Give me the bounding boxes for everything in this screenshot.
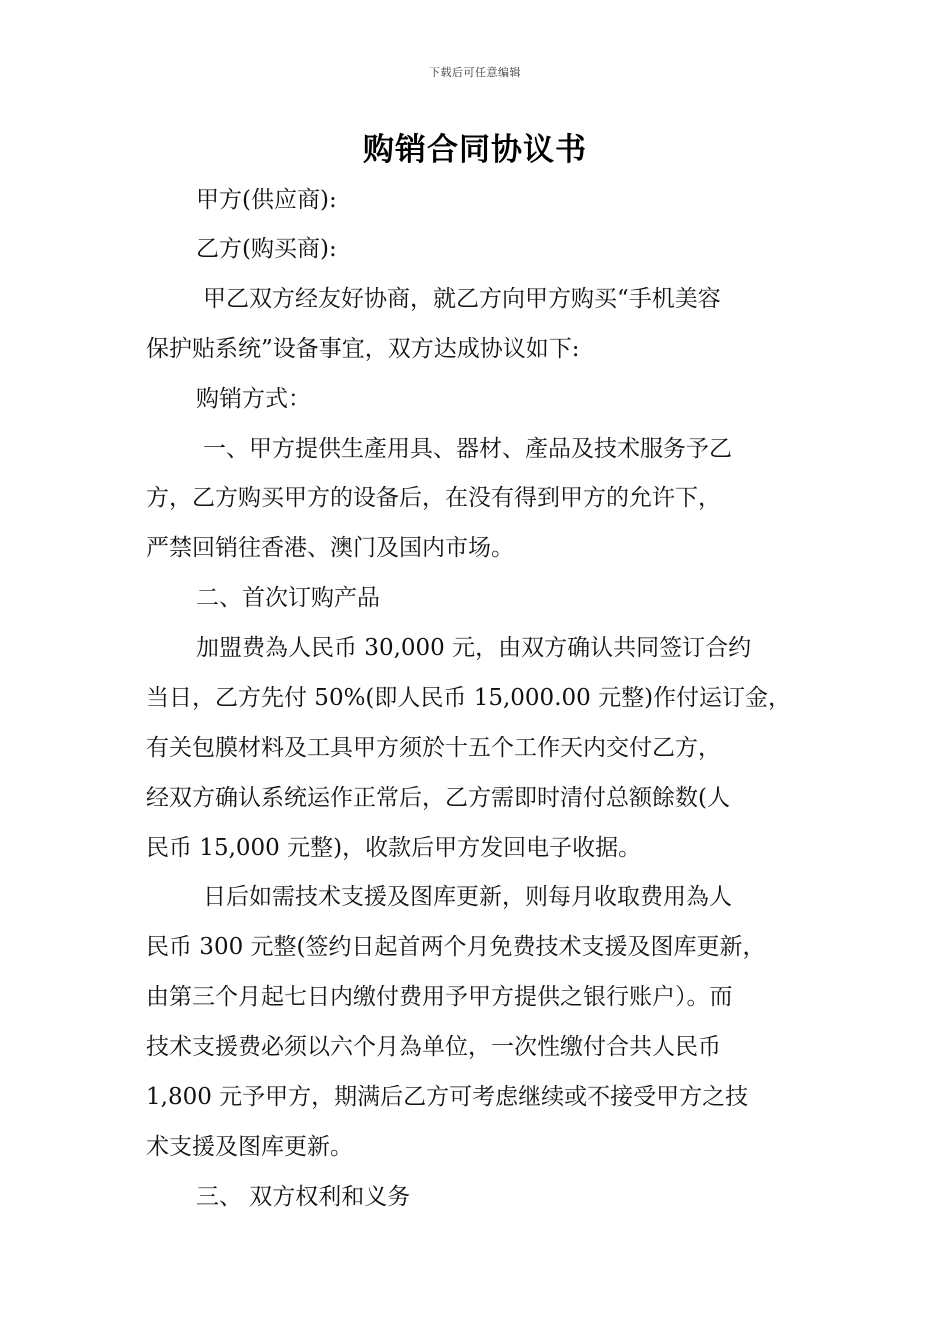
party-b-label: 乙方(购买商): <box>196 236 337 262</box>
section1-line: 一、甲方提供生產用具、器材、產品及技术服务予乙 <box>203 436 732 462</box>
header-note: 下载后可任意编辑 <box>429 66 521 79</box>
section2-para1-line: 民币 15,000 元整)，收款后甲方发回电子收据。 <box>146 835 642 861</box>
section2-para1-line: 经双方确认系统运作正常后，乙方需即时清付总额餘数(人 <box>146 785 730 811</box>
intro-line: 甲乙双方经友好协商，就乙方向甲方购买“手机美容 <box>203 286 721 312</box>
section2-para2-line: 技术支援费必须以六个月為单位，一次性缴付合共人民币 <box>146 1034 721 1060</box>
intro-line: 保护贴系统”设备事宜，双方达成协议如下: <box>146 336 580 362</box>
method-heading: 购销方式： <box>196 386 311 412</box>
section2-para1-line: 加盟费為人民币 30,000 元，由双方确认共同签订合约 <box>196 635 752 661</box>
section1-line: 方，乙方购买甲方的设备后，在没有得到甲方的允许下， <box>146 485 721 511</box>
section2-para2-line: 民币 300 元整(签约日起首两个月免费技术支援及图库更新， <box>146 934 766 960</box>
section1-line: 严禁回销往香港、澳门及国内市场。 <box>146 535 514 561</box>
section2-para1-line: 有关包膜材料及工具甲方须於十五个工作天内交付乙方， <box>146 735 721 761</box>
section2-para2-line: 1,800 元予甲方，期满后乙方可考虑继续或不接受甲方之技 <box>146 1084 749 1110</box>
section2-para1-line: 当日，乙方先付 50%(即人民币 15,000.00 元整)作付运订金， <box>146 685 792 711</box>
section2-heading: 二、首次订购产品 <box>196 585 380 611</box>
section3-heading: 三、 双方权利和义务 <box>196 1184 411 1210</box>
document-title: 购销合同协议书 <box>363 132 587 168</box>
section2-para2-line: 术支援及图库更新。 <box>146 1134 353 1160</box>
section2-para2-line: 由第三个月起七日内缴付费用予甲方提供之银行账户）。而 <box>146 984 733 1010</box>
section2-para2-line: 日后如需技术支援及图库更新，则每月收取费用為人 <box>203 884 732 910</box>
party-a-label: 甲方(供应商): <box>196 187 337 213</box>
